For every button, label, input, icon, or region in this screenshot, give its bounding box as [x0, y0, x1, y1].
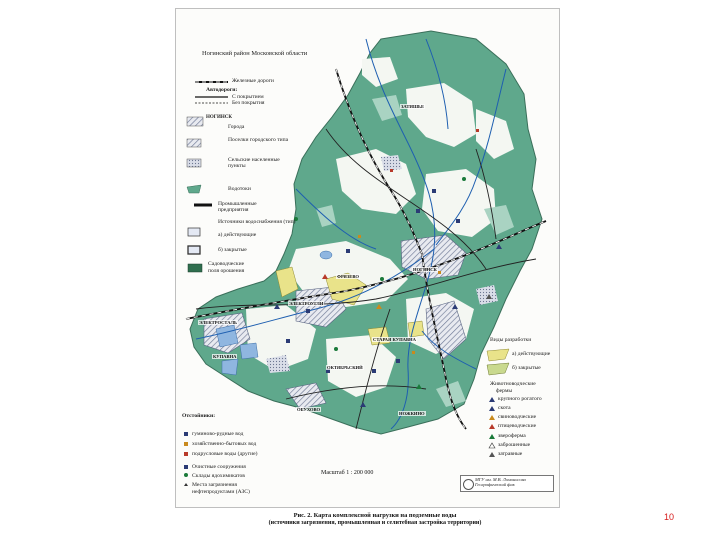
legend-farm-7: затравные: [498, 451, 523, 457]
legend-farm-3: свиноводческие: [498, 414, 537, 420]
legend-farm-6: заброшенные: [498, 442, 531, 448]
map-title: Ногинский район Московской области: [202, 50, 308, 57]
legend-roads-unpaved: Без покрытия: [232, 100, 265, 106]
legend-sumps-header: Отстойники:: [182, 413, 216, 419]
legend-sumps-1: гуминово-рудные вод: [192, 431, 244, 437]
town-obukhovo: ОБУХОВО: [297, 407, 321, 412]
legend-gardens-1: Садоводческие: [208, 261, 245, 267]
legend-sumps-3: подрусловые воды (другие): [192, 451, 258, 457]
legend-sumps-2: хозяйственно-бытовых вод: [192, 441, 257, 447]
town-elektrostal: ЭЛЕКТРОСТАЛЬ: [199, 320, 238, 325]
legend-peat-header: Виды разработки: [490, 337, 532, 343]
town-staraya-kupavna: СТАРАЯ КУПАВНА: [373, 337, 416, 342]
legend-farms-header-2: фермы: [496, 388, 513, 394]
legend-treatment: Очистные сооружения: [192, 464, 246, 470]
map-scale: Масштаб 1 : 200 000: [321, 470, 374, 476]
credit-line-1: МГУ им. М.В. Ломоносова: [475, 477, 526, 482]
legend-roads-header: Автодороги:: [206, 87, 238, 93]
legend-gardens-2: поля орошения: [208, 268, 245, 274]
legend-oil-2: нефтепродуктами (АЗС): [192, 489, 250, 495]
legend-industry: Промышленные предприятия: [218, 201, 257, 213]
legend-railway: Железные дороги: [232, 78, 274, 84]
legend-farm-4: птицеводческие: [498, 423, 537, 429]
page-number: 10: [664, 512, 675, 522]
legend-farm-5: звероферма: [498, 433, 526, 439]
map-sheet: [175, 8, 560, 526]
legend-farms-header-1: Животноводческие: [490, 381, 536, 387]
legend-settlements-urban: Поселки городского типа: [228, 137, 289, 143]
legend-wells-closed: б) закрытые: [218, 247, 247, 253]
caption-line-1: Рис. 2. Карта комплексной нагрузки на подземные воды: [293, 512, 457, 519]
town-nozhkino: НОЖКИНО: [399, 411, 425, 416]
legend-wells-2: а) действующие: [218, 232, 257, 238]
legend-roads-paved: С покрытием: [232, 94, 264, 100]
town-kupavna: КУПАВНА: [213, 354, 237, 359]
legend-watercourse: Водотоки: [228, 186, 251, 192]
legend-oil-1: Места загрязнения: [192, 482, 238, 488]
legend-city: Города: [228, 124, 245, 130]
legend-farm-1: крупного рогатого: [498, 396, 542, 402]
caption-line-2: (источники загрязнения, промышленная и селитебная застройка территории): [268, 520, 482, 526]
credit-box: [460, 475, 554, 492]
town-oktyabrsky: ОКТЯБРЬСКИЙ: [327, 365, 363, 370]
town-zatishye: ЗАТИШЬЕ: [401, 104, 425, 109]
legend-pesticides: Склады ядохимикатов: [192, 473, 245, 479]
legend-peat-b: б) закрытые: [512, 365, 541, 371]
legend-settlements-rural: Сельские населенные пункты: [228, 157, 280, 169]
figure-caption: [184, 512, 566, 526]
town-elektrougli: ЭЛЕКТРОУГЛИ: [289, 301, 324, 306]
legend-wells-1: Источники водоснабжения (тип): [218, 219, 296, 225]
credit-line-2: Географический фак: [475, 482, 515, 488]
town-noginsk: НОГИНСК: [413, 267, 437, 272]
university-logo-icon: [463, 479, 474, 490]
legend-farm-2: скота: [498, 405, 511, 411]
town-fryazevo: ФРЯЗЕВО: [337, 274, 359, 279]
legend-city-sample: НОГИНСК: [206, 115, 232, 120]
legend-peat-a: а) действующие: [512, 351, 551, 357]
